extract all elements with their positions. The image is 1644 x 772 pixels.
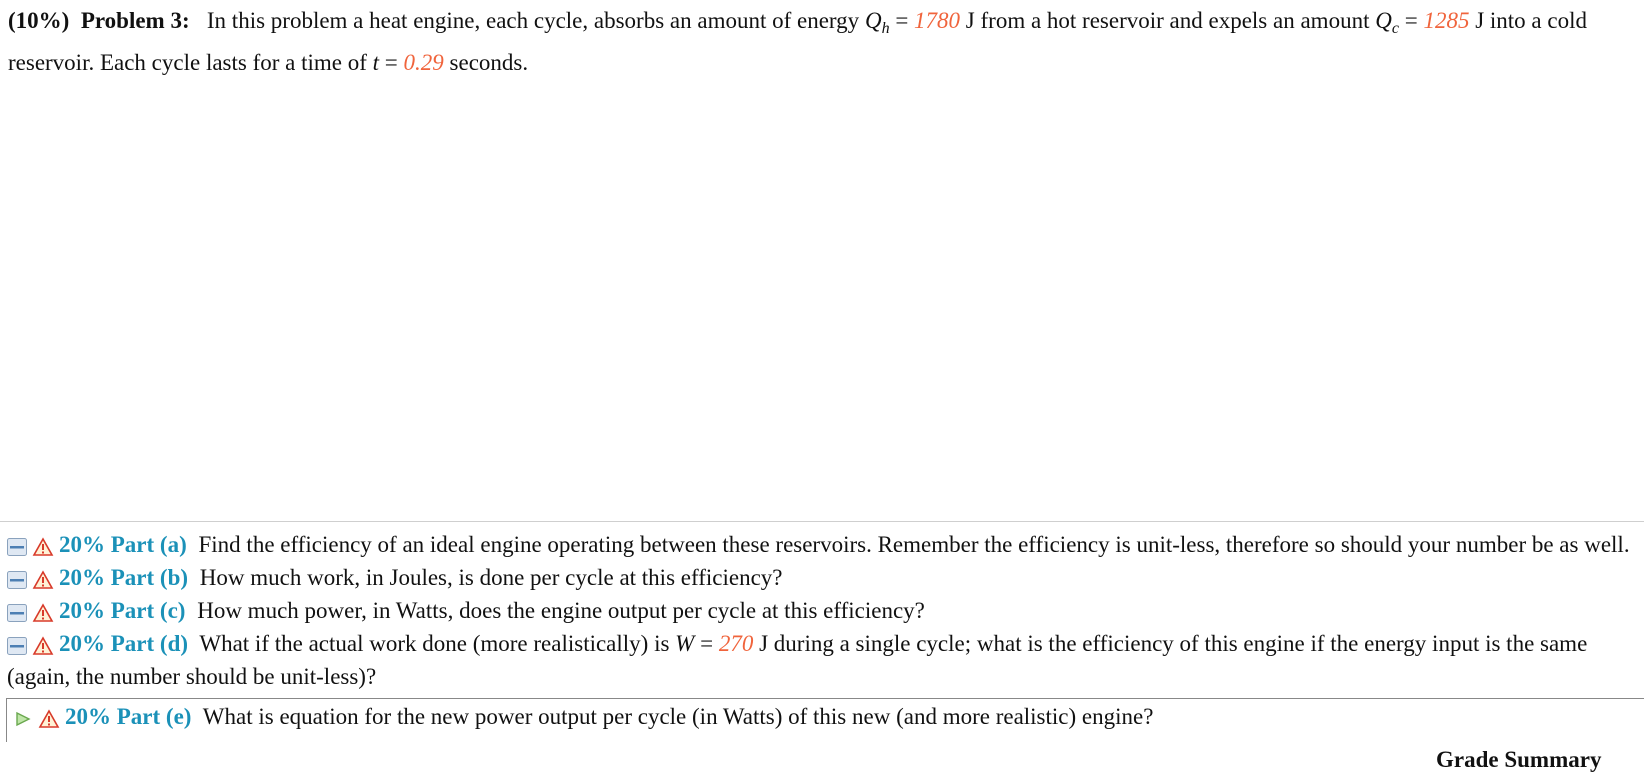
part-a-text: Find the efficiency of an ideal engine operating between these reservoirs. Remember the efficiency is unit-less, therefore so should your number be as well. xyxy=(198,532,1630,557)
part-d-head: 20% Part (d) xyxy=(59,631,189,656)
problem-text-3: J into a cold reservoir. Each cycle lasts for a time of xyxy=(8,8,1587,75)
qc-value: 1285 xyxy=(1423,8,1470,33)
qc-symbol: Q xyxy=(1375,8,1392,33)
collapse-box-icon[interactable] xyxy=(7,567,27,596)
warning-triangle-icon xyxy=(33,534,53,563)
t-symbol: t xyxy=(372,50,380,75)
warning-triangle-icon xyxy=(33,600,53,629)
part-d-text-1: What if the actual work done (more realistically) is xyxy=(199,631,670,656)
part-d-text-2: J during a single cycle; what is the efficiency of this engine if the energy input is the same (again, the number should be unit-less)? xyxy=(7,631,1588,689)
problem-label: Problem 3: xyxy=(80,8,190,33)
play-arrow-icon[interactable] xyxy=(13,706,33,735)
w-value: 270 xyxy=(718,631,754,656)
collapse-box-icon[interactable] xyxy=(7,600,27,629)
part-e-text: What is equation for the new power output per cycle (in Watts) of this new (and more realistic) engine? xyxy=(202,704,1154,729)
part-d[interactable] xyxy=(0,629,1644,691)
part-b-text: How much work, in Joules, is done per cycle at this efficiency? xyxy=(199,565,783,590)
equals-sign: = xyxy=(1404,8,1418,33)
equals-sign: = xyxy=(895,8,909,33)
problem-text-2: J from a hot reservoir and expels an amount xyxy=(965,8,1370,33)
qh-subscript: h xyxy=(881,20,890,37)
parts-list xyxy=(0,521,1644,742)
part-e-head: 20% Part (e) xyxy=(65,704,192,729)
part-c[interactable] xyxy=(0,596,1644,629)
problem-weight: (10%) xyxy=(8,8,70,33)
qh-value: 1780 xyxy=(914,8,961,33)
equals-sign: = xyxy=(384,50,398,75)
warning-triangle-icon xyxy=(33,633,53,662)
part-a-head: 20% Part (a) xyxy=(59,532,187,557)
warning-triangle-icon xyxy=(39,706,59,735)
problem-text-1: In this problem a heat engine, each cycle, absorbs an amount of energy xyxy=(206,8,860,33)
t-value: 0.29 xyxy=(403,50,444,75)
collapse-box-icon[interactable] xyxy=(7,534,27,563)
collapse-box-icon[interactable] xyxy=(7,633,27,662)
w-symbol: W xyxy=(675,631,695,656)
problem-statement xyxy=(8,4,1638,80)
part-c-text: How much power, in Watts, does the engine output per cycle at this efficiency? xyxy=(197,598,925,623)
part-c-head: 20% Part (c) xyxy=(59,598,186,623)
part-b-head: 20% Part (b) xyxy=(59,565,189,590)
equals-sign: = xyxy=(700,631,714,656)
grade-summary-heading: Grade Summary xyxy=(1436,747,1602,772)
problem-text-4: seconds. xyxy=(449,50,529,75)
warning-triangle-icon xyxy=(33,567,53,596)
part-a[interactable] xyxy=(0,522,1644,563)
qc-subscript: c xyxy=(1391,20,1399,37)
part-b[interactable] xyxy=(0,563,1644,596)
qh-symbol: Q xyxy=(864,8,882,33)
part-e[interactable] xyxy=(6,698,1644,742)
